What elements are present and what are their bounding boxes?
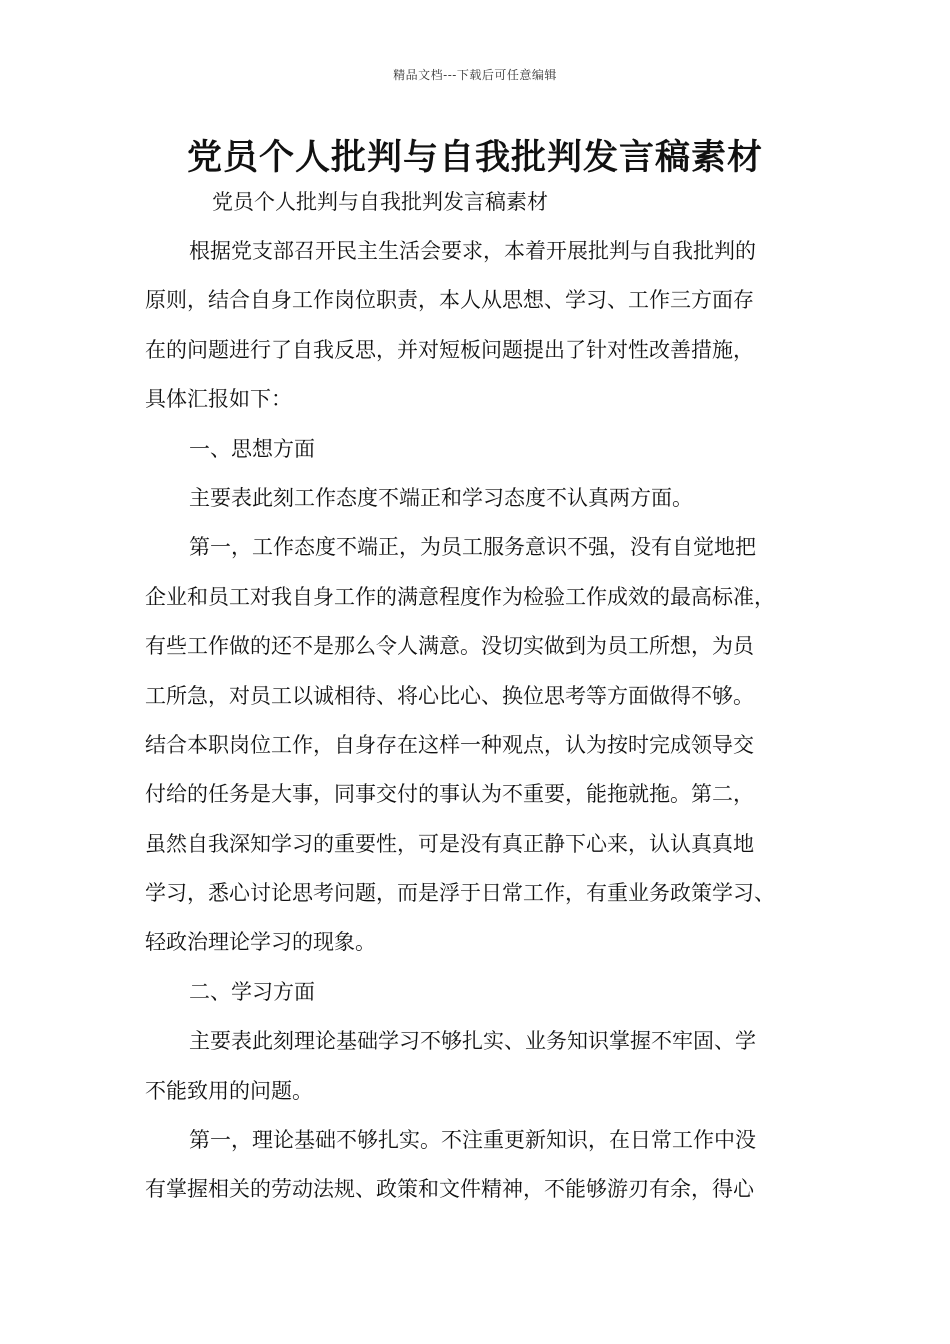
paragraph-line: 工所急，对员工以诚相待、将心比心、换位思考等方面做得不够。 <box>145 683 754 708</box>
paragraph-line: 虽然自我深知学习的重要性，可是没有真正静下心来，认认真真地 <box>145 831 754 856</box>
paragraph-line: 原则，结合自身工作岗位职责，本人从思想、学习、工作三方面存 <box>145 288 754 313</box>
paragraph-line: 不能致用的问题。 <box>145 1078 313 1103</box>
paragraph-line: 根据党支部召开民主生活会要求，本着开展批判与自我批判的 <box>189 239 756 263</box>
document-title: 党员个人批判与自我批判发言稿素材 <box>186 138 763 178</box>
section-heading: 二、学习方面 <box>189 979 315 1004</box>
paragraph-line: 有掌握相关的劳动法规、政策和文件精神，不能够游刃有余，得心 <box>145 1177 754 1202</box>
paragraph-line: 在的问题进行了自我反思，并对短板问题提出了针对性改善措施， <box>145 337 754 362</box>
paragraph-line: 第一，理论基础不够扎实。不注重更新知识，在日常工作中没 <box>189 1128 756 1153</box>
document-subtitle: 党员个人批判与自我批判发言稿素材 <box>212 190 548 214</box>
paragraph-line: 主要表此刻工作态度不端正和学习态度不认真两方面。 <box>189 485 693 510</box>
body-text <box>145 232 825 1220</box>
section-heading: 一、思想方面 <box>189 436 315 461</box>
paragraph-line: 有些工作做的还不是那么令人满意。没切实做到为员工所想，为员 <box>145 634 754 659</box>
paragraph-line: 学习，悉心讨论思考问题，而是浮于日常工作，有重业务政策学习、 <box>145 881 775 906</box>
paragraph-line: 具体汇报如下： <box>145 387 292 412</box>
paragraph-line: 第一，工作态度不端正，为员工服务意识不强，没有自觉地把 <box>189 535 756 560</box>
paragraph-line: 企业和员工对我自身工作的满意程度作为检验工作成效的最高标准， <box>145 584 775 609</box>
paragraph-line: 结合本职岗位工作，自身存在这样一种观点，认为按时完成领导交 <box>145 732 754 757</box>
paragraph-line: 主要表此刻理论基础学习不够扎实、业务知识掌握不牢固、学 <box>189 1029 756 1054</box>
header-note: 精品文档---下载后可任意编辑 <box>393 68 557 82</box>
paragraph-line: 轻政治理论学习的现象。 <box>145 930 376 955</box>
paragraph-line: 付给的任务是大事，同事交付的事认为不重要，能拖就拖。第二， <box>145 782 754 807</box>
